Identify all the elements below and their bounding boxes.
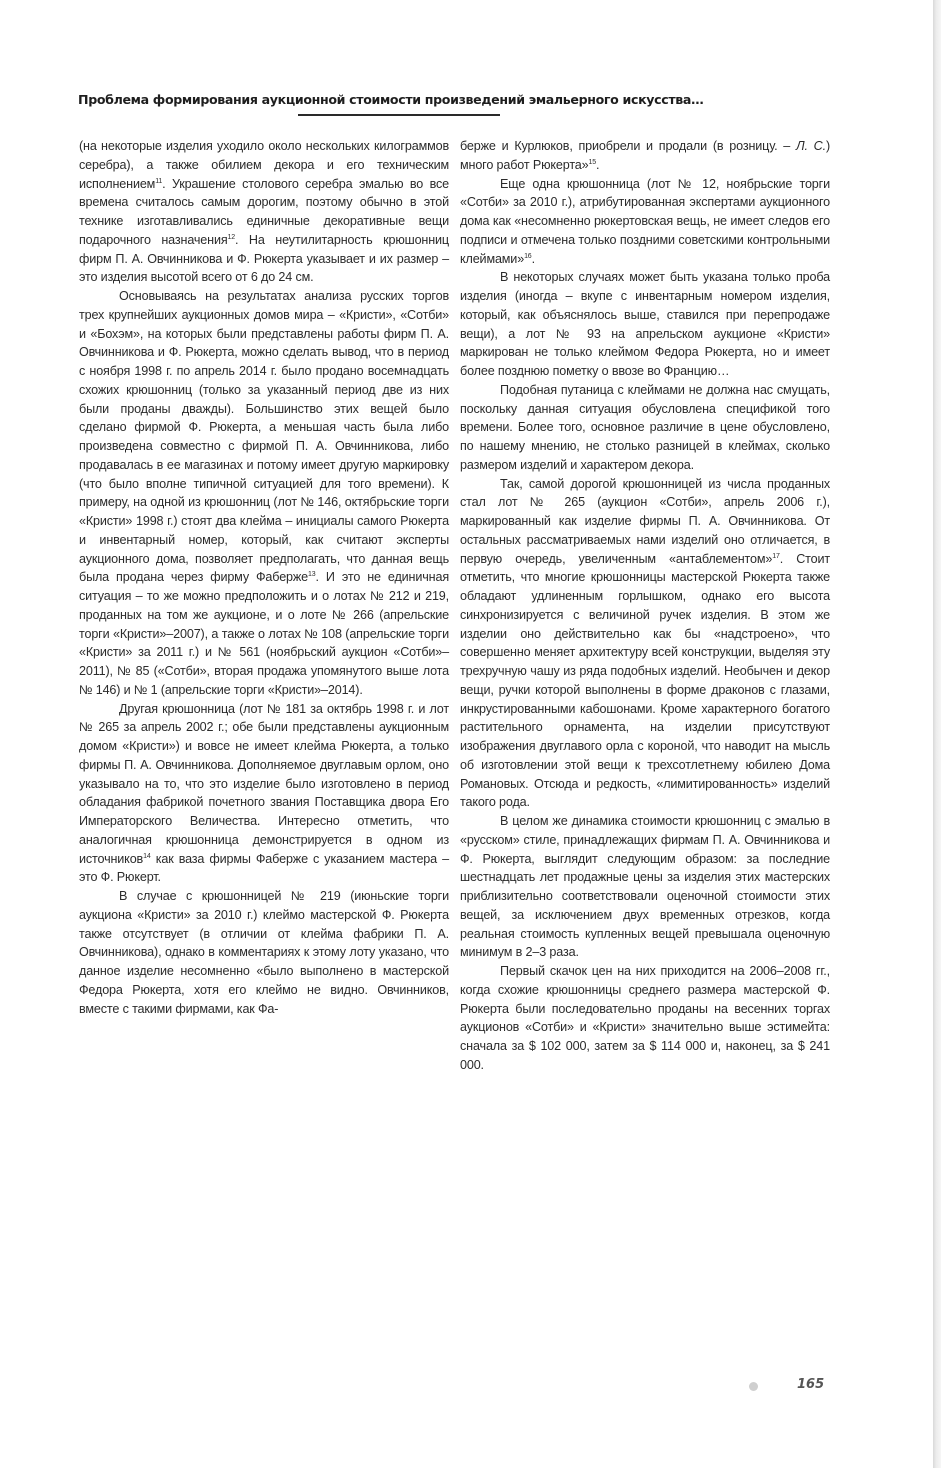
footnote-reference[interactable]: 11 xyxy=(155,177,163,185)
text-run: В некоторых случаях может быть указана только проба изделия (иногда – вкупе с инвентарным номером изделия, который, как объяснялось выше, ставился при перепродаже вещи), а лот № 93 на апрельском аукционе «Кристи» маркирован не только клеймом Федора Рюкерта, но и имеет более позднюю пометку о ввозе во Францию… xyxy=(460,270,830,378)
page-edge-shadow xyxy=(933,0,941,1468)
paragraph xyxy=(460,175,830,269)
paragraph xyxy=(460,475,830,813)
paragraph xyxy=(460,962,830,1075)
text-run: В случае с крюшонницей № 219 (июньские торги аукциона «Кристи» за 2010 г.) клеймо мастерской Ф. Рюкерта также отсутствует (в отличии от клейма фабрики П. А. Овчинникова), однако в комментариях к этому лоту указано, что данное изделие несомненно «было выполнено в мастерской Федора Рюкерта, хотя его клеймо не видно. Овчинников, вместе с такими фирмами, как Фа- xyxy=(79,889,449,1016)
footer-bullet-icon xyxy=(749,1382,758,1391)
paragraph xyxy=(79,887,449,1018)
paragraph xyxy=(79,700,449,888)
footnote-reference[interactable]: 13 xyxy=(308,571,316,579)
text-run: Еще одна крюшонница (лот № 12, ноябрьские торги «Сотби» за 2010 г.), атрибутированная экспертами аукционного дома как «несомненно рюкертовская вещь, не имеет следов его подписи и отмечена только поздними советскими контрольными клеймами» xyxy=(460,176,830,266)
italic-initials: Л. С. xyxy=(795,139,826,153)
running-header-title: Проблема формирования аукционной стоимости произведений эмальерного искусства… xyxy=(78,92,704,107)
right-text-column xyxy=(460,137,830,1075)
text-run: . Стоит отметить, что многие крюшонницы мастерской Рюкерта также обладают удлиненным горлышком, однако его высота синхронизируется с величиной ручек изделия. В этом же изделии оно действительно как бы «надстроено», что совершенно меняет архитектуру всей конструкции, выделяя эту трехручную чашу из ряда подобных изделий. Необычен и декор вещи, ручки которой выполнены в форме драконов с глазами, инкрустированными кабошонами. Кроме характерного богатого растительного орнамента, на изделии присутствуют изображения двуглавого орла с короной, что наводит на мысль об изготовлении этой вещи к трехсотлетнему юбилею Дома Романовых. Отсюда и редкость, «лимитированность» изделий такого рода. xyxy=(460,551,831,810)
text-run: как ваза фирмы Фаберже с указанием мастера – это Ф. Рюкерт. xyxy=(79,851,449,885)
text-run: . И это не единичная ситуация – то же можно предположить и о лотах № 212 и 219, проданных на том же аукционе, и о лоте № 266 (апрельские торги «Кристи»–2007), а также о лотах № 108 (апрельские торги «Кристи» за 2011 г.) и № 561 (ноябрьский аукцион «Сотби»–2011), № 85 («Сотби», вторая продажа упомянутого выше лота № 146) и № 1 (апрельские торги «Кристи»–2014). xyxy=(79,570,449,697)
page-number: 165 xyxy=(797,1377,825,1392)
header-underline-rule xyxy=(298,114,500,116)
text-run: ) много работ Рюкерта» xyxy=(460,139,830,172)
text-run: Первый скачок цен на них приходится на 2006–2008 гг., когда схожие крюшонницы среднего размера мастерской Ф. Рюкерта были последовательно проданы на весенних торгах аукционов «Сотби» и «Кристи» значительно выше эстимейта: сначала за $ 102 000, затем за $ 114 000 и, наконец, за $ 241 000. xyxy=(460,964,830,1072)
text-run: В целом же динамика стоимости крюшонниц с эмалью в «русском» стиле, принадлежащих фирмам П. А. Овчинникова и Ф. Рюкерта, выглядит следующим образом: за последние шестнадцать лет продажные цены за изделия этих мастерских приблизительно соответствовали оценочной стоимости этих вещей, за исключением двух временных отрезков, когда реальная стоимость купленных вещей превышала оценочную минимум в 2–3 раза. xyxy=(460,814,830,960)
text-run: . xyxy=(596,157,600,172)
text-run: Другая крюшонница (лот № 181 за октябрь 1998 г. и лот № 265 за апрель 2002 г.; обе были представлены аукционным домом «Кристи») и вовсе не имеет клейма Рюкерта, а только фирмы П. А. Овчинникова. Дополняемое двуглавым орлом, оно указывало на то, что это изделие было изготовлено в период обладания фабрикой почетного звания Поставщика двора Его Императорского Величества. Интересно отметить, что аналогичная крюшонница демонстрируется в одном из источников xyxy=(79,701,449,866)
paragraph xyxy=(460,812,830,962)
text-run: Основываясь на результатах анализа русских торгов трех крупнейших аукционных домов мира – «Кристи», «Сотби» и «Бохэм», на которых были представлены работы фирм П. А. Овчинникова и Ф. Рюкерта, можно сделать вывод, что в период с ноября 1998 г. по апрель 2014 г. было продано восемнадцать схожих крюшонниц (только за указанный период две из них были проданы дважды). Большинство этих вещей было сделано фирмой Ф. Рюкерта, а меньшая часть была либо произведена совместно с фирмой П. А. Овчинникова, либо продавалась в ее магазинах и потому имеет другую маркировку (что было вполне типичной ситуацией для того времени). К примеру, на одной из крюшонниц (лот № 146, октябрьские торги «Кристи» 1998 г.) стоят два клейма – инициалы самого Рюкерта и инвентарный номер, который, как считают эксперты аукционного дома, позволяет предполагать, что данная вещь была продана через фирму Фаберже xyxy=(79,289,449,585)
footnote-reference[interactable]: 16 xyxy=(524,252,532,260)
left-text-column xyxy=(79,137,449,1018)
paragraph xyxy=(79,287,449,700)
paragraph xyxy=(79,137,449,287)
footnote-reference[interactable]: 14 xyxy=(143,852,151,860)
paragraph xyxy=(460,381,830,475)
text-run: Подобная путаница с клеймами не должна нас смущать, поскольку данная ситуация обусловлена спецификой того времени. Более того, основное различие в цене обусловлено, по нашему мнению, не столько разницей в клеймах, сколько размером изделий и характером декора. xyxy=(460,382,830,472)
footnote-reference[interactable]: 12 xyxy=(227,233,236,241)
text-run: Так, самой дорогой крюшонницей из числа проданных стал лот № 265 (аукцион «Сотби», апрель 2006 г.), маркированный как изделие фирмы П. А. Овчинникова. От остальных рассматриваемых нами изделий оно отличается, в первую очередь, увеличенным «антаблементом» xyxy=(460,476,830,566)
footnote-reference[interactable]: 17 xyxy=(772,552,780,560)
footnote-reference[interactable]: 15 xyxy=(588,158,597,166)
text-run: . Украшение столового серебра эмалью во все времена считалось самым дорогим, поэтому обычно в этой технике изготавливались единичные декоративные вещи подарочного назначения xyxy=(79,176,449,247)
text-run: (на некоторые изделия уходило около нескольких килограммов серебра), а также обилием декора и его техническим исполнением xyxy=(79,139,449,191)
text-run: берже и Курлюков, приобрели и продали (в розницу. – xyxy=(460,139,796,153)
paragraph xyxy=(460,137,830,175)
text-run: . xyxy=(531,251,535,266)
text-run: . На неутилитарность крюшонниц фирм П. А. Овчинникова и Ф. Рюкерта указывает и их размер – это изделия высотой всего от 6 до 24 см. xyxy=(79,232,449,285)
paragraph xyxy=(460,268,830,381)
